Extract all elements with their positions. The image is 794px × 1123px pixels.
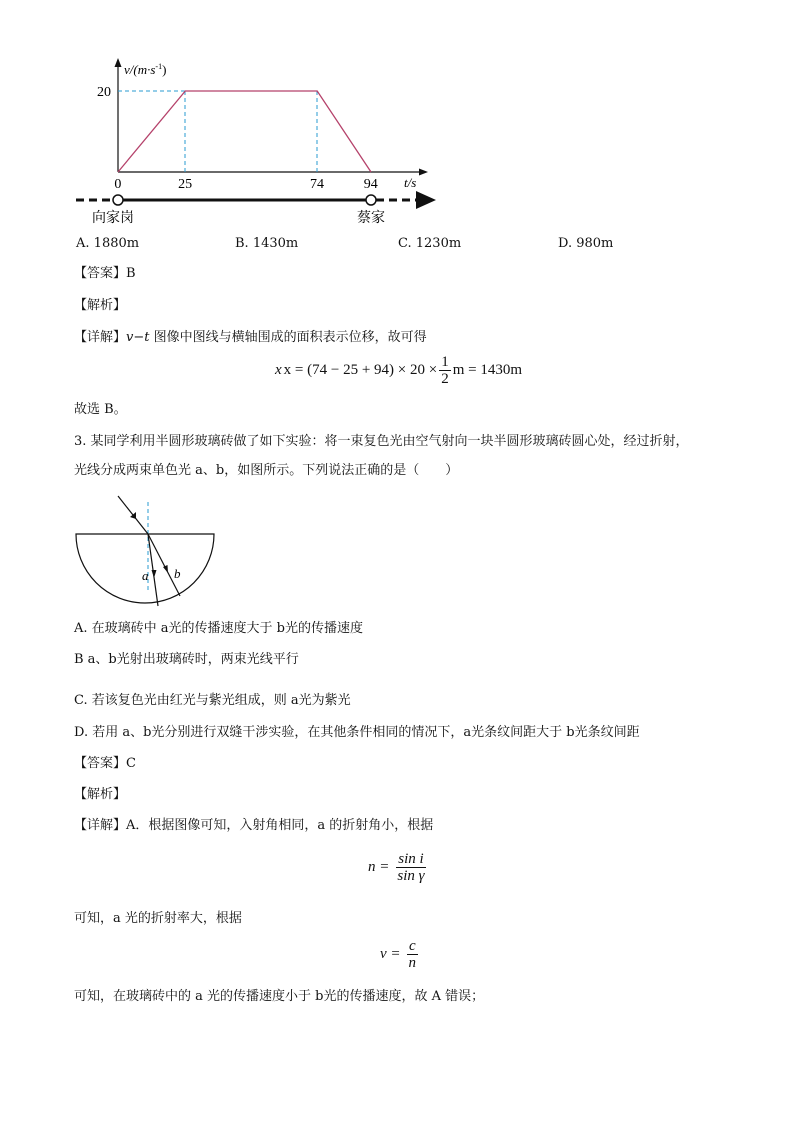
q2-option-b: B. 1430m bbox=[235, 236, 299, 251]
x-axis-arrow bbox=[419, 169, 428, 176]
x-tick-94: 94 bbox=[363, 177, 378, 192]
q2-answer: 【答案】B bbox=[74, 266, 136, 281]
q2-analysis-tag: 【解析】 bbox=[74, 298, 127, 313]
station-start-label: 向家岗 bbox=[92, 211, 134, 226]
q3-option-d: D. 若用 a、b光分别进行双缝干涉实验，在其他条件相同的情况下，a光条纹间距大于 b光条纹间距 bbox=[74, 725, 640, 740]
q2-option-c: C. 1230m bbox=[398, 236, 462, 251]
station-end-marker bbox=[366, 195, 376, 205]
ray-b-arrow bbox=[163, 565, 168, 573]
q2-conclusion: 故选 B。 bbox=[74, 402, 127, 417]
semicircle-glass-figure bbox=[70, 490, 230, 615]
q3-stem-line2: 光线分成两束单色光 a、b，如图所示。下列说法正确的是（ ） bbox=[74, 463, 459, 478]
velocity-curve bbox=[118, 91, 371, 172]
ray-a-arrow bbox=[152, 570, 157, 578]
x-tick-labels bbox=[114, 177, 377, 192]
y-axis-arrow bbox=[115, 58, 122, 67]
guide-lines bbox=[118, 91, 317, 172]
ray-b-label: b bbox=[174, 566, 181, 581]
q2-detail: 【详解】v−t 图像中图线与横轴围成的面积表示位移，故可得 bbox=[74, 330, 427, 345]
y-axis-label: $v/(m\cdot s^{-1})$ bbox=[124, 62, 167, 77]
q3-option-b: B a、b光射出玻璃砖时，两束光线平行 bbox=[74, 652, 299, 667]
q3-option-a: A. 在玻璃砖中 a光的传播速度大于 b光的传播速度 bbox=[74, 621, 363, 636]
q3-option-c: C. 若该复色光由红光与紫光组成，则 a光为紫光 bbox=[74, 693, 351, 708]
ray-a-label: a bbox=[142, 568, 149, 583]
q2-option-a: A. 1880m bbox=[76, 236, 140, 251]
route-arrow bbox=[416, 191, 436, 209]
q3-analysis-tag: 【解析】 bbox=[74, 787, 127, 802]
q3-mid-line: 可知，a 光的折射率大，根据 bbox=[74, 911, 242, 926]
q3-equation-n: n = $\frac{\text{sin i}}{\text{sin γ}}$ bbox=[368, 851, 425, 884]
station-start-marker bbox=[113, 195, 123, 205]
q2-equation: x x = (74 − 25 + 94) × 20 × $\frac{1}{2}$ m = 1430m bbox=[275, 354, 523, 387]
q3-equation-v: v = $\frac{c}{n}$ bbox=[380, 938, 417, 971]
vt-graph bbox=[0, 50, 460, 235]
q2-option-d: D. 980m bbox=[558, 236, 614, 251]
station-end-label: 蔡家 bbox=[357, 211, 385, 226]
x-tick-0: 0 bbox=[114, 177, 122, 192]
q3-stem-line1: 3. 某同学利用半圆形玻璃砖做了如下实验：将一束复色光由空气射向一块半圆形玻璃砖圆心处，经过折射， bbox=[74, 434, 689, 449]
x-tick-74: 74 bbox=[310, 177, 324, 192]
q3-end-line: 可知，在玻璃砖中的 a 光的传播速度小于 b光的传播速度，故 A 错误； bbox=[74, 989, 485, 1004]
x-tick-25: 25 bbox=[178, 177, 193, 192]
q3-detail-line1: 【详解】A．根据图像可知，入射角相同，a 的折射角小，根据 bbox=[74, 818, 434, 833]
q3-answer: 【答案】C bbox=[74, 756, 136, 771]
y-tick-20: 20 bbox=[97, 85, 111, 100]
x-axis-label: t/s bbox=[404, 175, 417, 190]
